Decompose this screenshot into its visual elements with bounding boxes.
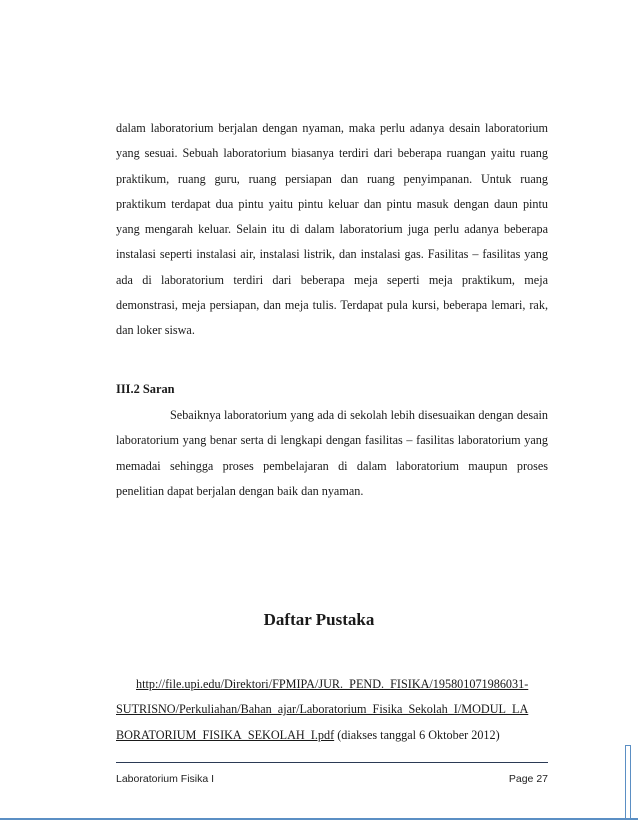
footer-divider [116, 762, 548, 763]
body-paragraph-1: dalam laboratorium berjalan dengan nyaman, maka perlu adanya desain laboratorium yang sesuai. Sebuah laboratorium biasanya terdiri dari beberapa ruangan yaitu ruang praktikum, ruang guru, ruang persiapan dan ruang penyimpanan. Untuk ruang praktikum terdapat dua pintu yaitu pintu keluar dan pintu masuk dengan daun pintu yang mengarah keluar. Selain itu di dalam laboratorium juga perlu adanya beberapa instalasi seperti instalasi air, instalasi listrik, dan instalasi gas. Fasilitas – fasilitas yang ada di laboratorium terdiri dari beberapa meja seperti meja praktikum, meja demonstrasi, meja persiapan, dan meja tulis. Terdapat pula kursi, beberapa lemari, rak, dan loker siswa. [116, 121, 548, 338]
footer-title: Laboratorium Fisika I [116, 773, 215, 785]
page-number: Page 27 [508, 773, 548, 785]
reference-link-line-3[interactable]: BORATORIUM_FISIKA_SEKOLAH_I.pdf [116, 727, 335, 742]
reference-access-note: (diakses tanggal 6 Oktober 2012) [334, 727, 500, 742]
corner-bracket-decoration [625, 745, 631, 820]
reference-link-line-2[interactable]: SUTRISNO/Perkuliahan/Bahan_ajar/Laboratorium_Fisika_Sekolah_I/MODUL_LA [116, 702, 529, 717]
reference-item [116, 672, 548, 748]
references-title: Daftar Pustaka [263, 610, 375, 629]
body-paragraph-2: Sebaiknya laboratorium yang ada di sekolah lebih disesuaikan dengan desain laboratorium yang benar serta di lengkapi dengan fasilitas – fasilitas laboratorium yang memadai sehingga proses pembelajaran di dalam laboratorium maupun proses penelitian dapat berjalan dengan baik dan nyaman. [116, 408, 548, 498]
bottom-accent-rule [0, 818, 638, 820]
reference-link-line-1[interactable]: http://file.upi.edu/Direktori/FPMIPA/JUR._PEND._FISIKA/195801071986031- [136, 677, 529, 691]
section-heading: III.2 Saran [116, 382, 175, 396]
